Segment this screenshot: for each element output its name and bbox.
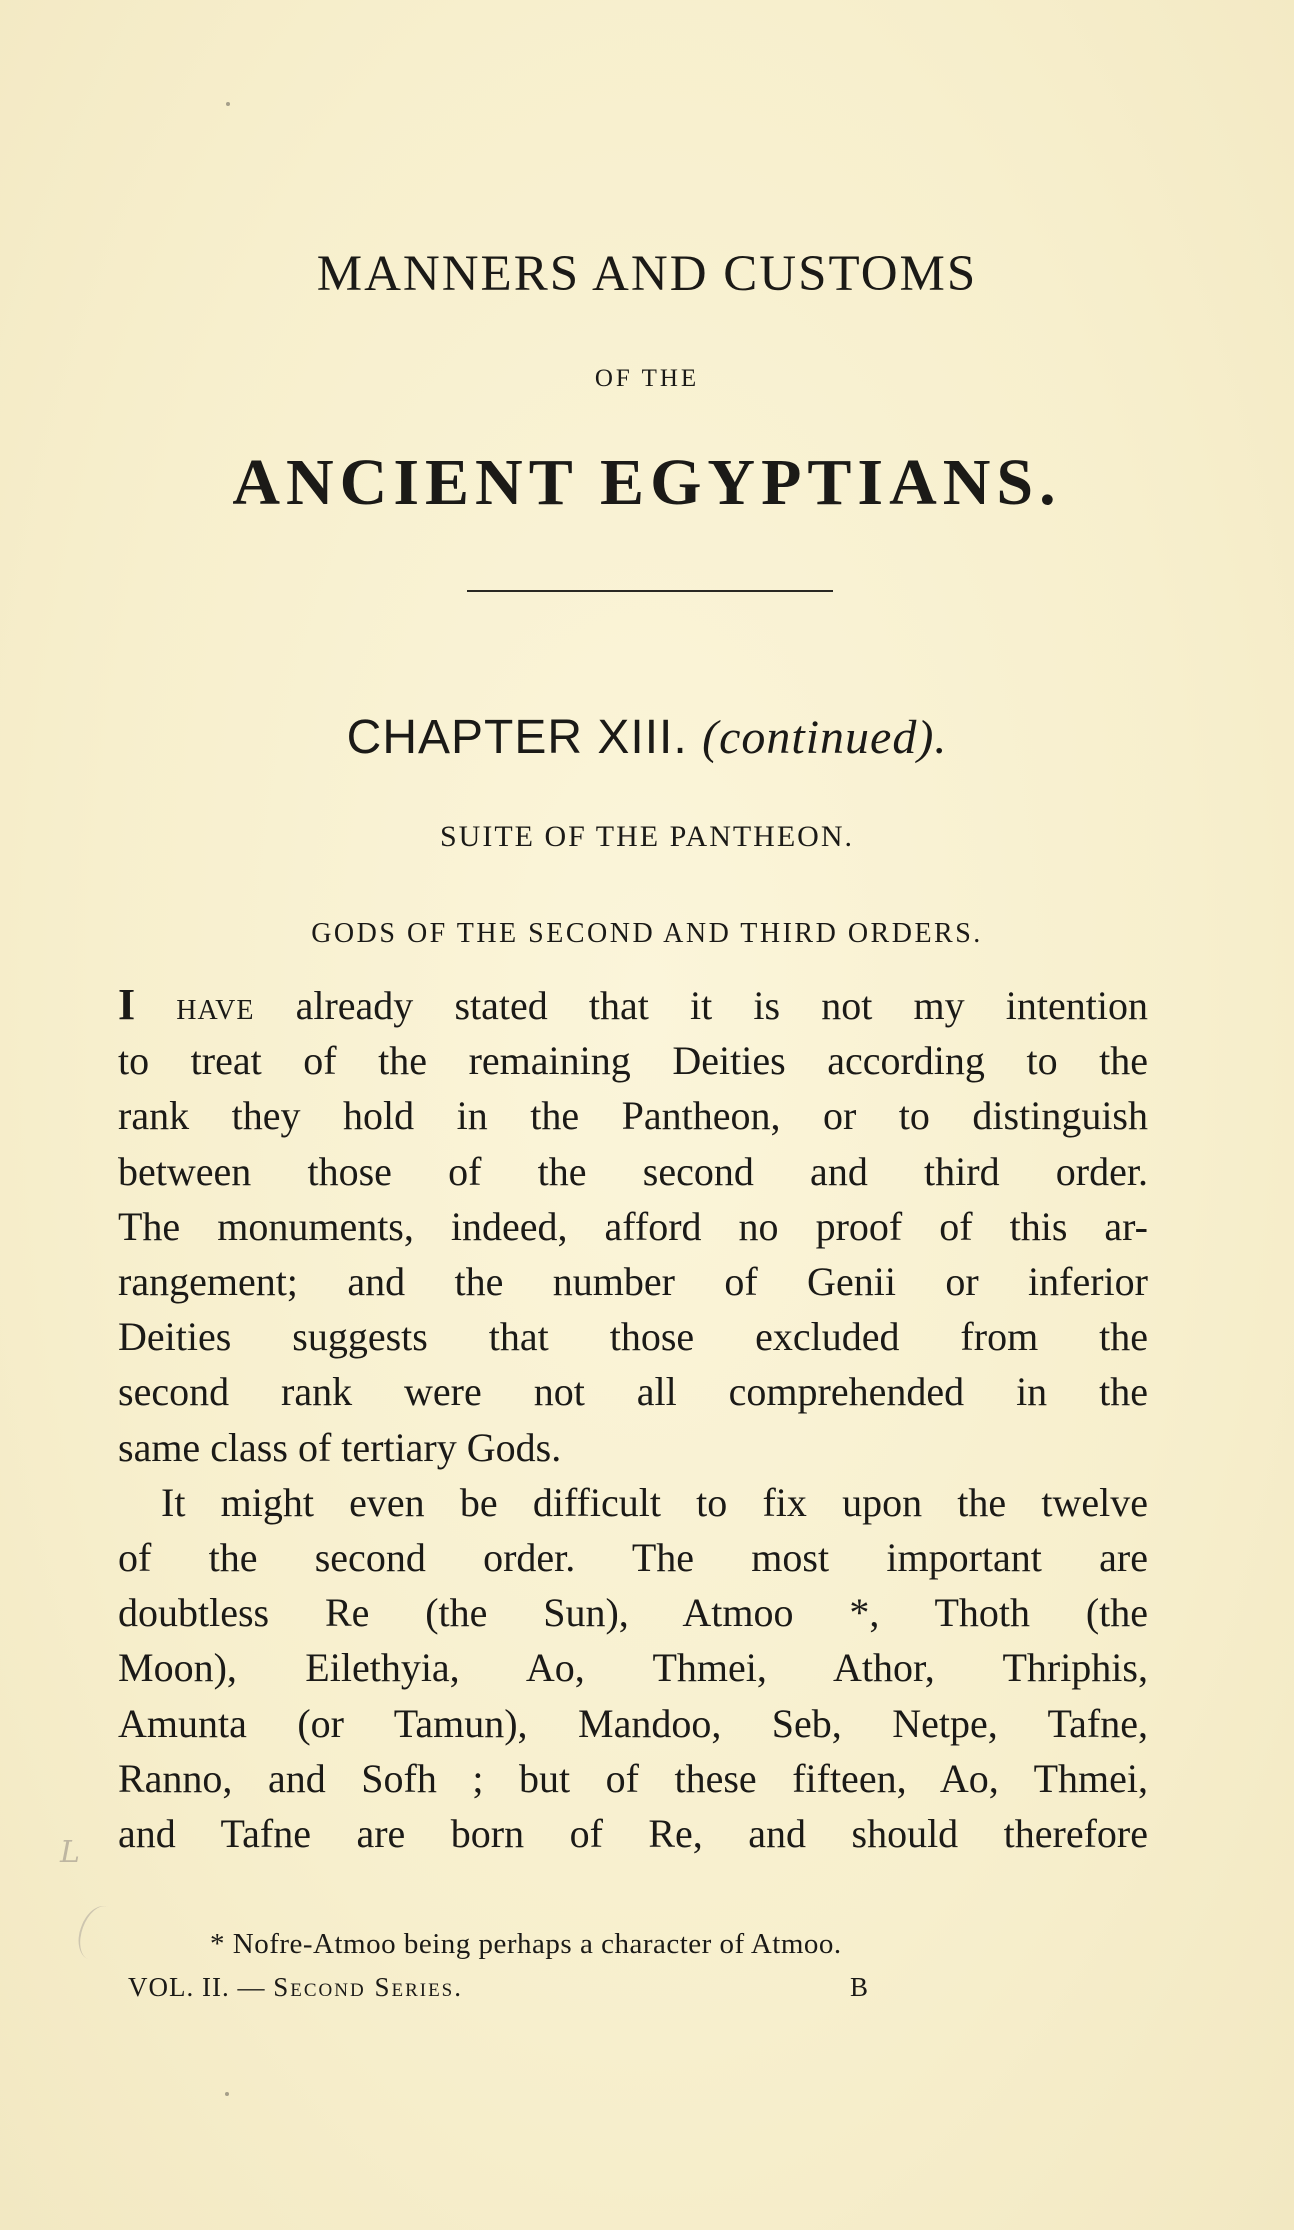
body-line: second rank were not all comprehended in the [118, 1369, 1148, 1415]
body-line: to treat of the remaining Deities according to the [118, 1038, 1148, 1084]
body-line: It might even be difficult to fix upon the twelve [161, 1479, 1148, 1525]
body-text [118, 977, 1148, 1861]
body-line: rangement; and the number of Genii or inferior [118, 1259, 1148, 1305]
chapter-heading [0, 710, 1294, 765]
paper-speck [226, 102, 230, 106]
section-heading: GODS OF THE SECOND AND THIRD ORDERS. [311, 918, 983, 949]
title-line-3: ANCIENT EGYPTIANS. [232, 446, 1062, 519]
chapter-subtitle: SUITE OF THE PANTHEON. [439, 820, 855, 853]
body-line: rank they hold in the Pantheon, or to distinguish [118, 1093, 1148, 1139]
signature-letter: B [850, 1972, 869, 2002]
title-line-2: OF THE [594, 365, 700, 392]
body-line: and Tafne are born of Re, and should therefore [118, 1811, 1148, 1857]
body-line: doubtless Re (the Sun), Atmoo *, Thoth (the [118, 1590, 1148, 1636]
body-line: of the second order. The most important are [118, 1535, 1148, 1581]
footnote: * Nofre-Atmoo being perhaps a character of Atmoo. [210, 1928, 842, 1960]
volume-label: VOL. II. [128, 1972, 230, 2002]
chapter-continued: (continued). [702, 711, 948, 764]
paper-speck [225, 2092, 229, 2096]
signature-mark: VOL. II. — Second Series. [128, 1972, 463, 2002]
title-line-1: MANNERS AND CUSTOMS [316, 246, 978, 302]
drop-cap: I [118, 980, 136, 1029]
body-line: I have already stated that it is not my intention [118, 980, 1148, 1029]
body-line: same class of tertiary Gods. [118, 1424, 562, 1470]
body-line: The monuments, indeed, afford no proof of this ar- [118, 1203, 1148, 1249]
body-line: Deities suggests that those excluded from the [118, 1314, 1148, 1360]
title-divider [467, 590, 833, 592]
pencil-marginalia: L [60, 1835, 80, 1870]
pencil-stroke [72, 1901, 125, 1966]
body-line: Ranno, and Sofh ; but of these fifteen, Ao, Thmei, [118, 1755, 1148, 1801]
body-line: Amunta (or Tamun), Mandoo, Seb, Netpe, Tafne, [118, 1700, 1148, 1746]
body-line: between those of the second and third order. [118, 1148, 1148, 1194]
lead-small-caps: have [176, 983, 255, 1028]
chapter-number: CHAPTER XIII. [346, 711, 688, 764]
series-label: Second Series. [273, 1972, 463, 2002]
body-line: Moon), Eilethyia, Ao, Thmei, Athor, Thriphis, [118, 1645, 1148, 1691]
